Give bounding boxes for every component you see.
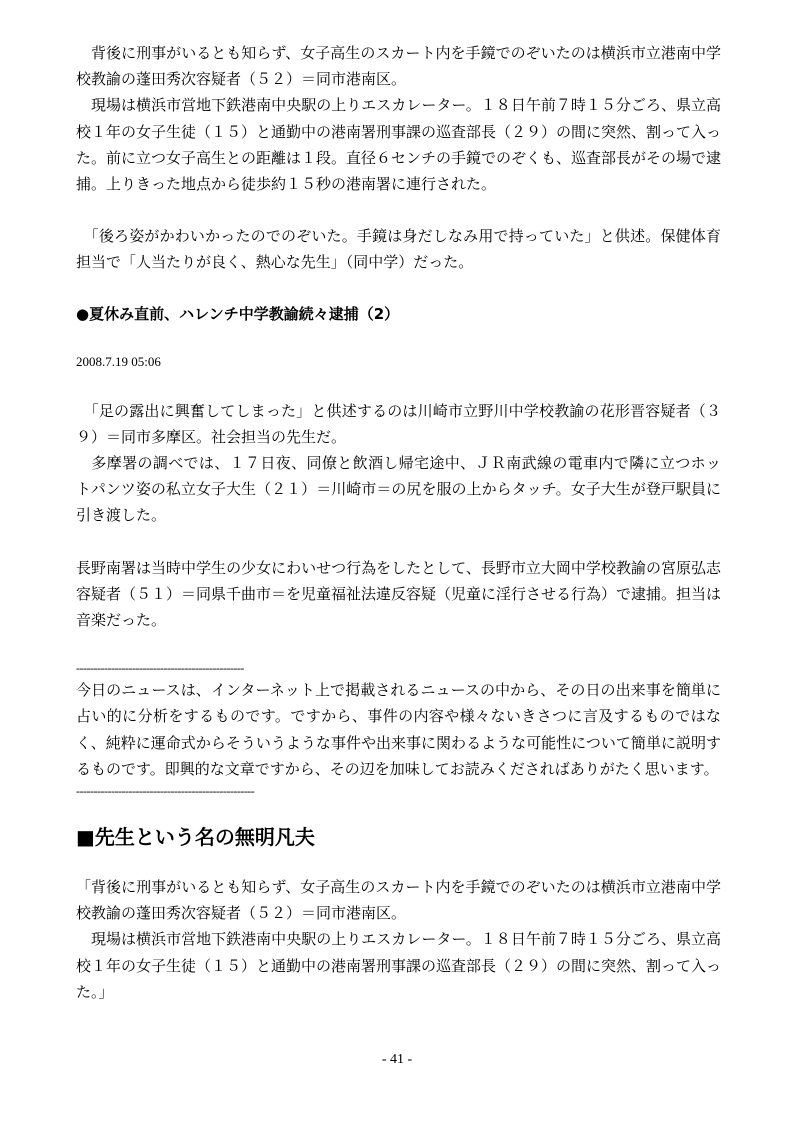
spacer bbox=[76, 633, 721, 659]
spacer bbox=[76, 852, 721, 874]
section-quote: 「背後に刑事がいるとも知らず、女子高生のスカート内を手鏡でのぞいたのは横浜市立港南中学校教諭の蓬田秀次容疑者（５２）＝同市港南区。 現場は横浜市営地下鉄港南中央駅の上りエスカレーター。１８日午前７時１５分ごろ、県立高校１年の女子生徒（１５）と通勤中の港南署刑事課の巡査部長（２９）の間に突然、割って入った。」 bbox=[76, 878, 722, 1001]
spacer bbox=[76, 372, 721, 398]
article2-paragraph-1: 「足の露出に興奮してしまった」と供述するのは川崎市立野川中学校教諭の花形晋容疑者（３９）＝同市多摩区。社会担当の先生だ。 多摩署の調べでは、１７日夜、同僚と飲酒し帰宅途中、ＪＲ南武線の電車内で隣に立つホットパンツ姿の私立女子大生（２１）＝川崎市＝の尻を服の上からタッチ。女子大生が登戸駅員に引き渡した。 bbox=[76, 401, 721, 525]
notice-divider-top: ------------------------------------------------ bbox=[76, 661, 244, 676]
spacer bbox=[76, 529, 721, 555]
notice-divider-bottom: --------------------------------------------------- bbox=[76, 784, 255, 799]
spacer bbox=[76, 276, 721, 302]
notice-text: 今日のニュースは、インターネット上で掲載されるニュースの中から、その日の出来事を簡単に占い的に分析をするものです。ですから、事件の内容や様々ないきさつに言及するものではなく、純粋に運命式からそういうような事件や出来事に関わるような可能性について簡単に説明するものです。即興的な文章ですから、その辺を加味してお読みくださればありがたく思います。 bbox=[76, 681, 721, 778]
article1-paragraph-2: 「後ろ姿がかわいかったのでのぞいた。手鏡は身だしなみ用で持っていた」と供述。保健体育担当で「人当たりが良く、熱心な先生」（同中学）だった。 bbox=[76, 227, 721, 272]
article1-paragraph-1: 背後に刑事がいるとも知らず、女子高生のスカート内を手鏡でのぞいたのは横浜市立港南中学校教諭の蓬田秀次容疑者（５２）＝同市港南区。 現場は横浜市営地下鉄港南中央駅の上りエスカレーター。１８日午前７時１５分ごろ、県立高校１年の女子生徒（１５）と通勤中の港南署刑事課の巡査部長（２９）の間に突然、割って入った。前に立つ女子高生との距離は１段。直径６センチの手鏡でのぞくも、巡査部長がその場で逮捕。上りきった地点から徒歩約１５秒の港南署に連行された。 bbox=[76, 44, 722, 194]
article2-heading: ●夏休み直前、ハレンチ中学教諭続々逮捕（2） bbox=[76, 304, 400, 323]
article2-date: 2008.7.19 05:06 bbox=[76, 353, 161, 369]
spacer bbox=[76, 197, 721, 223]
article2-paragraph-2: 長野南署は当時中学生の少女にわいせつ行為をしたとして、長野市立大岡中学校教諭の宮原弘志容疑者（５１）＝同県千曲市＝を児童福祉法違反容疑（児童に淫行させる行為）で逮捕。担当は音楽だった。 bbox=[76, 558, 722, 630]
document-page bbox=[76, 40, 721, 1005]
spacer bbox=[76, 800, 721, 822]
section-title: ■先生という名の無明凡夫 bbox=[76, 825, 315, 850]
spacer bbox=[76, 326, 721, 352]
page-number: - 41 - bbox=[381, 1052, 413, 1067]
